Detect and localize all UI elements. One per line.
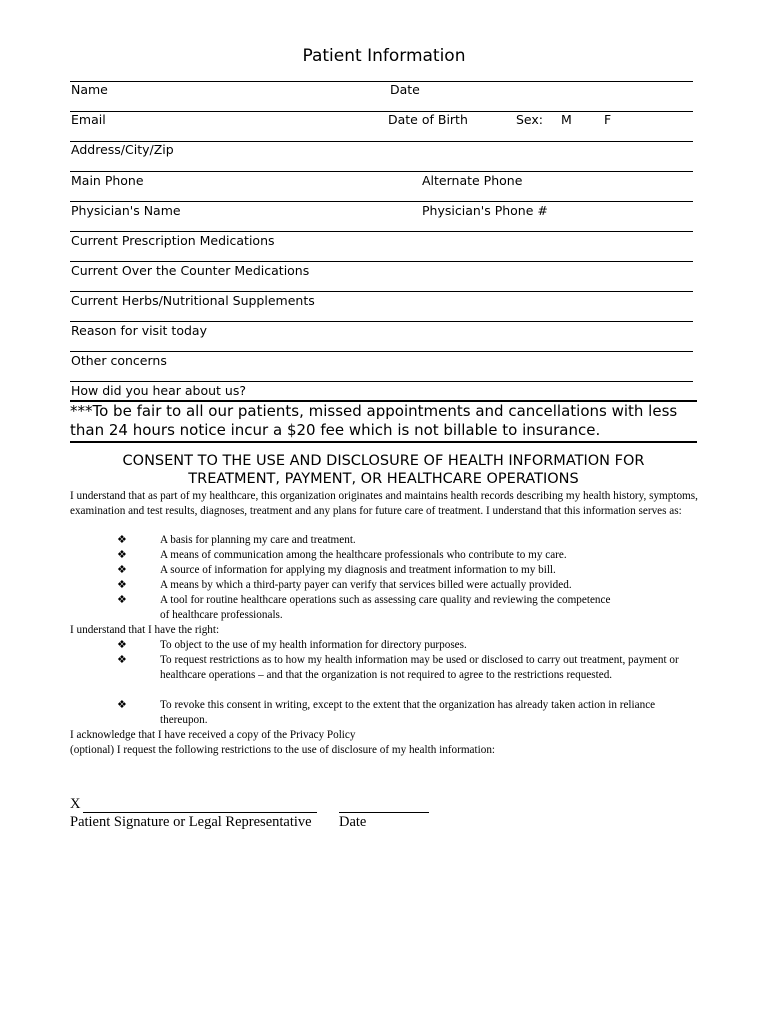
form-rule (70, 291, 693, 292)
reason-field-label: Reason for visit today (71, 323, 207, 338)
consent-intro: I understand that as part of my healthcare, this organization originates and maintains health records describing my health history, symptoms, examination and test results, diagnoses, treatment and any plans for future care of treatment. I understand that this information serves as: (70, 490, 698, 517)
herbs-field-label: Current Herbs/Nutritional Supplements (71, 293, 315, 308)
bullet-icon: ❖ (117, 699, 127, 711)
date-field-label: Date (390, 82, 420, 97)
form-rule (70, 81, 693, 82)
rights-intro: I understand that I have the right: (70, 624, 220, 636)
form-rule (70, 381, 693, 382)
list-item: To request restrictions as to how my health information may be used or disclosed to carry out treatment, payment or healthcare operations – and that the organization is not required to agree to the restrictions requested. (160, 654, 679, 681)
form-rule (70, 171, 693, 172)
rx-field-label: Current Prescription Medications (71, 233, 275, 248)
bullet-icon: ❖ (117, 564, 127, 576)
bullet-icon: ❖ (117, 639, 127, 651)
sex-option-f: F (604, 112, 612, 127)
sex-option-m: M (561, 112, 572, 127)
privacy-acknowledgement: I acknowledge that I have received a copy of the Privacy Policy (70, 729, 356, 741)
page-title: Patient Information (302, 46, 466, 66)
physician-field-label: Physician's Name (71, 203, 181, 218)
form-rule (70, 201, 693, 202)
form-rule (70, 321, 693, 322)
form-rule (70, 261, 693, 262)
email-field-label: Email (71, 112, 106, 127)
signature-date-line (339, 812, 429, 813)
other-concerns-field-label: Other concerns (71, 353, 167, 368)
bullet-icon: ❖ (117, 594, 127, 606)
bullet-icon: ❖ (117, 654, 127, 666)
form-rule (70, 351, 693, 352)
optional-restrictions: (optional) I request the following restrictions to the use of disclosure of my health information: (70, 744, 496, 756)
form-rule (70, 111, 693, 112)
signature-date-label: Date (339, 814, 367, 830)
consent-heading (70, 452, 697, 488)
main-phone-field-label: Main Phone (71, 173, 144, 188)
referral-field-label: How did you hear about us? (71, 383, 246, 398)
signature-line (83, 812, 317, 813)
bullet-icon: ❖ (117, 579, 127, 591)
list-item: A means of communication among the healthcare professionals who contribute to my care. (160, 549, 567, 561)
list-item: A source of information for applying my diagnosis and treatment information to my bill. (160, 564, 556, 576)
otc-field-label: Current Over the Counter Medications (71, 263, 310, 278)
bullet-icon: ❖ (117, 549, 127, 561)
notice-bottom-rule (70, 441, 697, 443)
list-item: A means by which a third-party payer can verify that services billed were actually provided. (160, 579, 572, 591)
bullet-icon: ❖ (117, 534, 127, 546)
form-rule (70, 231, 693, 232)
physician-phone-field-label: Physician's Phone # (422, 203, 548, 218)
dob-field-label: Date of Birth (388, 112, 468, 127)
alt-phone-field-label: Alternate Phone (422, 173, 523, 188)
consent-heading-line-1: CONSENT TO THE USE AND DISCLOSURE OF HEALTH INFORMATION FOR (122, 453, 645, 469)
signature-x-mark: X (70, 796, 81, 812)
sex-field-label: Sex: (516, 112, 544, 127)
name-field-label: Name (71, 82, 108, 97)
address-field-label: Address/City/Zip (71, 142, 174, 157)
consent-heading-line-2: TREATMENT, PAYMENT, OR HEALTHCARE OPERATIONS (188, 471, 579, 487)
list-item: A tool for routine healthcare operations such as assessing care quality and reviewing the competence of healthcare professionals. (160, 594, 611, 621)
list-item: To object to the use of my health information for directory purposes. (160, 639, 467, 651)
cancellation-notice: ***To be fair to all our patients, missed appointments and cancellations with less than 24 hours notice incur a $20 fee which is not billable to insurance. (70, 402, 678, 439)
signature-label: Patient Signature or Legal Representative (70, 814, 312, 830)
list-item: A basis for planning my care and treatment. (160, 534, 356, 546)
list-item: To revoke this consent in writing, except to the extent that the organization has already taken action in reliance thereupon. (160, 699, 656, 726)
